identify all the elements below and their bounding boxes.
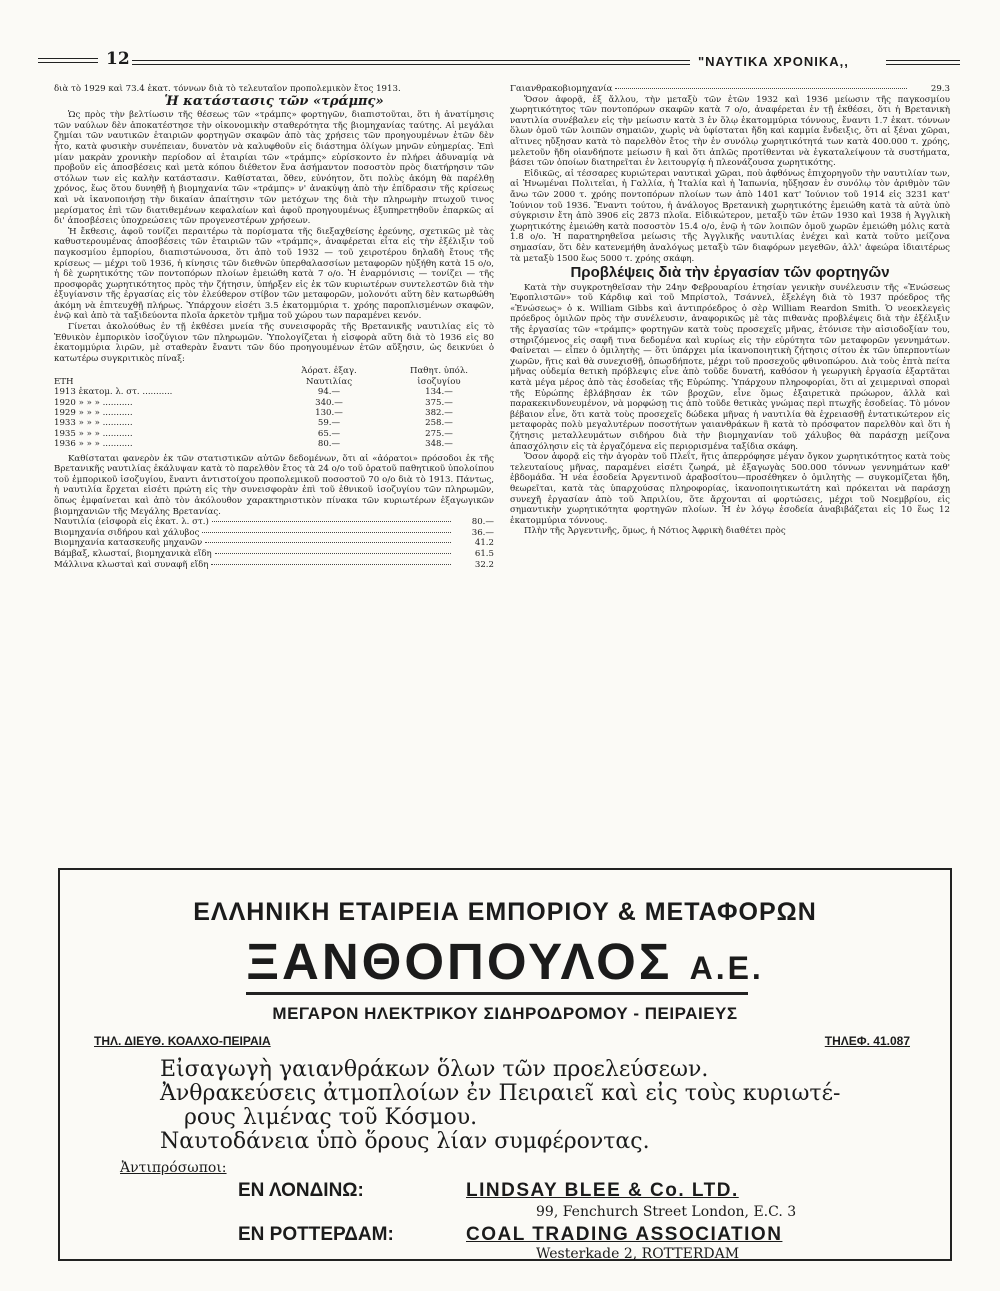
body-paragraph: Γίνεται ἀκολούθως ἐν τῇ ἐκθέσει μνεία τῆς συνεισφορᾶς τῆς Βρετανικῆς ναυτιλίας εἰς τὸ Ἐθνικὸν ἐμπορικὸν ἰσοζύγιον τῶν πληρωμῶν. Ὑπολογίζεται ἡ εἰσφορὰ αὕτη διὰ τὸ 1936 εἰς 80 ἑκατομμύρια λιρῶν, μὲ σταθερὰν ἔναντι τῶν δύο προηγουμένων ἐτῶν αὔξησιν, ὡς δεικνύει ὁ κατωτέρω συγκριτικὸς πίναξ: (54, 322, 494, 364)
left-column (54, 84, 494, 570)
magazine-title: "ΝΑΥΤΙΚΑ ΧΡΟΝΙΚΑ,, (698, 54, 849, 69)
body-paragraph: Καθίσταται φανερὸν ἐκ τῶν στατιστικῶν αὐτῶν δεδομένων, ὅτι αἱ «ἀόρατοι» πρόσοδοι ἐκ τῆς Βρετανικῆς ναυτιλίας ἐκάλυψαν κατὰ τὸ παρελθὸν ἔτος τὰ 24 ο/ο τοῦ ὁρατοῦ παθητικοῦ ὑπολοίπου τοῦ ἐμπορικοῦ ἰσοζυγίου, ἔναντι ἀντιστοίχου προπολεμικοῦ ποσοστοῦ 70 ο/ο διὰ τὸ 1913. Πάντως, ἡ ναυτιλία ἔρχεται εἰσέτι πρώτη εἰς τὴν συνεισφορὰν ἐπὶ τοῦ ἐθνικοῦ ἰσοζυγίου τῶν πληρωμῶν, ὅπως ἐμφαίνεται καὶ ἀπὸ τὸν ἀκόλουθον χαρακτηριστικὸν πίνακα τῶν κυριωτέρων ἐξαγωγικῶν βιομηχανιῶν τῆς Μεγάλης Βρετανίας. (54, 453, 494, 517)
industry-row: Βιομηχανία κατασκευῆς μηχανῶν 41.2 (54, 538, 494, 549)
ad-service: Ἀνθρακεύσεις ἀτμοπλοίων ἐν Πειραιεῖ καὶ εἰς τοὺς κυριωτέ- (160, 1081, 841, 1106)
industry-row: Ναυτιλία (εἰσφορὰ εἰς ἑκατ. λ. στ.) 80.— (54, 517, 494, 528)
ad-london-company: LINDSAY BLEE & Co. LTD. (466, 1180, 739, 1201)
table-header-row (54, 377, 494, 387)
table-header: Ἀόρατ. ἐξαγ. (301, 366, 357, 377)
body-paragraph: Εἰδικῶς, αἱ τέσσαρες κυριώτεραι ναυτικαὶ χῶραι, ποὺ ἀφθόνως ἐπιχορηγοῦν τὴν ναυτιλίαν των, αἱ Ἡνωμέναι Πολιτεῖαι, ἡ Γαλλία, ἡ Ἰταλία καὶ ἡ Ἰαπωνία, ηὔξησαν ἐν συνόλῳ τὸν ἀριθμὸν τῶν ἄνω τῶν 2000 τ. χρόης ποντοπόρων πλοίων των ἀπὸ 1401 κατ' Ἰούνιον τοῦ 1914 εἰς 3231 κατ' Ἰούνιον τοῦ 1936. Ἔναντι τούτου, ἡ ἀνάλογος Βρετανικὴ χωρητικότης ἐμειώθη κατὰ τὰ αὐτὰ ὑπὸ σύγκρισιν ἔτη ἀπὸ 3906 εἰς 2873 πλοῖα. Εἰδικώτερον, μεταξὺ τῶν ἐτῶν 1930 καὶ 1938 ἡ Ἀγγλικὴ χωρητικότης ἐμειώθη κατὰ ποσοστὸν 15.4 ο/ο, ἐνῷ ἡ τῶν λοιπῶν ὁμοῦ χωρῶν ἐμειώθη μόλις κατὰ 1.8 ο/ο. Ἡ παρατηρηθεῖσα μείωσις τῆς Ἀγγλικῆς ναυτιλίας ἐνέχει καὶ κατὰ τοῦτο μείζονα σημασίαν, ὅτι δὲν κατενεμήθη ἀναλόγως μεταξὺ τῶν διαφόρων μεγεθῶν, ἀλλ' ἀφεώρα ἰδιαιτέρως τὰ μεταξὺ 1500 ἕως 5000 τ. χρόης σκάφη. (510, 168, 950, 264)
industry-row: Γαιανθρακοβιομηχανία 29.3 (510, 84, 950, 94)
header-rule (132, 64, 690, 65)
page-header (38, 49, 960, 72)
ad-rotterdam-company: COAL TRADING ASSOCIATION (466, 1224, 783, 1245)
advertisement-box (58, 868, 952, 1261)
ad-representatives-label: Ἀντιπρόσωποι: (120, 1160, 227, 1176)
table-row: 1935 » » » ........... 65.— 275.— (54, 428, 453, 439)
table-row: 1936 » » » ........... 80.— 348.— (54, 439, 453, 450)
body-paragraph: Ἡ ἔκθεσις, ἀφοῦ τονίζει περαιτέρω τὰ πορίσματα τῆς διεξαχθείσης ἐρεύνης, σχετικῶς μὲ τὰς καθυστερουμένας ἀποσβέσεις τῶν ἑταιριῶν τῶν «τράμπς», ἀναφέρεται εἶτα εἰς τὴν ἐξέλιξιν τοῦ παγκοσμίου ἐμπορίου, διαπιστώνουσα, ὅτι ἀπὸ τοῦ 1932 — τοῦ χειροτέρου δηλαδὴ ἔτους τῆς κρίσεως — μέχρι τοῦ 1936, ἡ κίνησις τῶν διεθνῶν ὑπερθαλασσίων μεταφορῶν ηὐξήθη κατὰ 15 ο/ο, ἡ δὲ χωρητικότης τῶν ποντοπόρων πλοίων ἐμειώθη κατὰ 7 ο/ο. Ἡ ἐναρμόνισις — τονίζει — τῆς προσφορᾶς χωρητικότητος πρὸς τὴν ζήτησιν, ὑπήρξεν εἰς ἐκ τῶν κυριωτέρων συντελεστῶν διὰ τὴν ἐξυγίανσιν τῆς ἐργασίας εἰς τὸν ἐλεύθερον στίβον τῶν μεταφορῶν, μολονότι αὕτη δὲν κατωρθώθη ἀκόμη νὰ ἐπιτευχθῇ πλήρως. Ὑπάρχουν εἰσέτι 3.5 ἑκατομμύρια τ. χρόης παροπλισμένων σκαφῶν, ἐνῷ καὶ ἀπὸ τὰ ταξιδεύοντα πλοῖα ἀρκετὸν τμῆμα τοῦ χώρου των παραμένει κενόν. (54, 226, 494, 322)
ad-rotterdam-address: Westerkade 2, ROTTERDAM (536, 1246, 740, 1262)
table-row: 1929 » » » ........... 130.— 382.— (54, 408, 453, 419)
ad-rotterdam-label: ΕΝ ΡΟΤΤΕΡΔΑΜ: (238, 1224, 394, 1245)
table-header-row (54, 366, 494, 376)
ad-london-label: ΕΝ ΛΟΝΔΙΝΩ: (238, 1180, 364, 1201)
table-header: ἰσοζυγίου (417, 376, 461, 387)
body-paragraph: Ὡς πρὸς τὴν βελτίωσιν τῆς θέσεως τῶν «τράμπς» φορτηγῶν, διαπιστοῦται, ὅτι ἡ ἀνατίμησις τῶν ναύλων δὲν ἀποκατέστησε τὴν οἰκονομικὴν σταθερότητα τῆς βιομηχανίας ταύτης. Αἱ μεγάλαι ζημίαι τῶν ναυτικῶν ἑταιριῶν φορτηγῶν σκαφῶν ἀπὸ τὰς χρήσεις τῶν προηγουμένων ἐτῶν δὲν ἦτο, κατὰ φυσικὴν συνέπειαν, δυνατὸν νὰ καλυφθοῦν εἰς διάστημα ὀλίγων μηνῶν εὐημερίας. Ἐπὶ μίαν μακρὰν χρονικὴν περίοδον αἱ ἑταιρίαι τῶν «τράμπς» εὑρίσκοντο ἐν πλήρει ἀδυναμίᾳ νὰ προβοῦν εἰς ἀποσβέσεις καὶ μετὰ κόπου διέθετον ἕνα ἀσήμαντον ποσοστὸν πρὸς διατήρησιν τῶν στόλων των εἰς καλὴν κατάστασιν. Καθίσταται, ὅθεν, εὐνόητον, ὅτι πολὺς ἀκόμη θὰ παρέλθῃ χρόνος, ἕως ὅτου δυνηθῇ ἡ βιομηχανία τῶν «τράμπς» ν' ἀνακύψῃ ἀπὸ τὴν ἐπίδρασιν τῆς κρίσεως καὶ νὰ ἱκανοποιήσῃ τὴν δικαίαν ἀπαίτησιν τῶν μετόχων της διὰ τὴν πληρωμὴν πτωχοῦ τινος μερίσματος ἐπὶ τῶν διατιθεμένων κεφαλαίων καὶ ἀφοῦ προηγουμένως ἐξυπηρετηθοῦν ἐπαρκῶς αἱ δι' ἀποσβέσεις ὑποχρεώσεις τῶν προγενεστέρων χρήσεων. (54, 110, 494, 227)
body-paragraph: Ὅσον ἀφορᾷ, ἐξ ἄλλου, τὴν μεταξὺ τῶν ἐτῶν 1932 καὶ 1936 μείωσιν τῆς παγκοσμίου χωρητικότητος τῶν ποντοπόρων σκαφῶν κατὰ 7 ο/ο, ἀναφέρεται ἐν τῇ ἐκθέσει, ὅτι ἡ Βρετανικὴ ναυτιλία συνέβαλεν εἰς τὴν μείωσιν κατὰ 3 ἐν ὅλῳ ἑκατομμύρια τόννους, ἔναντι 1.7 ἑκατ. τόννων ὅλων ὁμοῦ τῶν λοιπῶν σημαιῶν, χωρὶς νὰ ὑφίσταται ἤδη καὶ καμμία ἔνδειξις, ὅτι αἱ ξέναι χῶραι, αἵτινες ηὔξησαν κατὰ τὸ παρελθὸν ἔτος τὴν ἐν συνόλῳ χωρητικότητά των κατὰ 400.000 τ. χρόης, μελετοῦν ἤδη οἱανδήποτε μείωσιν ἢ καὶ ὅτι ἁπλῶς προτίθενται νὰ ἐγκαταλείψουν τὰ συστήματα, βάσει τῶν ὁποίων διατηρεῖται ἐν λειτουργίᾳ ἡ πλεονάζουσα χωρητικότης. (510, 94, 950, 169)
page-number: 12 (106, 49, 130, 69)
table-header: Παθητ. ὑπόλ. (409, 366, 469, 377)
table-row: 1933 » » » ........... 59.— 258.— (54, 418, 453, 429)
comparison-table (54, 366, 494, 449)
industry-row: Βιομηχανία σιδήρου καὶ χάλυβος 36.— (54, 527, 494, 538)
table-row: 1920 » » » ........... 340.— 375.— (54, 397, 453, 408)
ad-telegraph-address: ΤΗΛ. ΔΙΕΥΘ. ΚΟΑΛΧΟ-ΠΕΙΡΑΙΑ (94, 1034, 271, 1048)
ad-company-description: ΕΛΛΗΝΙΚΗ ΕΤΑΙΡΕΙΑ ΕΜΠΟΡΙΟΥ & ΜΕΤΑΦΟΡΩΝ (193, 898, 817, 926)
ad-underline (246, 992, 748, 995)
ad-building: ΜΕΓΑΡΟΝ ΗΛΕΚΤΡΙΚΟΥ ΣΙΔΗΡΟΔΡΟΜΟΥ - ΠΕΙΡΑΙΕΥΣ (272, 1004, 738, 1023)
section-heading: Ἡ κατάστασις τῶν «τράμπς» (164, 93, 384, 109)
section-heading: Προβλέψεις διὰ τὴν ἐργασίαν τῶν φορτηγῶν (570, 264, 890, 282)
body-paragraph: Πλὴν τῆς Ἀργεντινῆς, ὅμως, ἡ Νότιος Ἀφρικὴ διαθέτει πρὸς (524, 526, 786, 537)
body-paragraph: Ὅσον ἀφορᾷ εἰς τὴν ἀγορὰν τοῦ Πλεΐτ, ἥτις ἀπερρόφησε μέγαν ὄγκον χωρητικότητος κατὰ τοὺς τελευταίους μῆνας, παραμένει εἰσέτι ζωηρά, μὲ ἐξαγωγὰς 500.000 τόννων γεννημάτων καθ' ἑβδομάδα. Ἡ νέα ἐσοδεία Ἀργεντινοῦ ἀραβοσίτου—προσέθηκεν ὁ ὁμιλητὴς — συγκομίζεται ἤδη, θεωρεῖται, κατὰ τὰς ὑπαρχούσας πληροφορίας, ἱκανοποιητικωτάτη καὶ πρόκειται νὰ παράσχῃ συνεχῆ ἐργασίαν ἀπὸ τοῦ Ἀπριλίου, ὅτε ἄρχονται αἱ φορτώσεις, μέχρι τοῦ Νοεμβρίου, εἰς σημαντικὴν χωρητικότητα φορτηγῶν πλοίων. Ἡ ἐν λόγῳ ἐσοδεία ἀναβιβάζεται εἰς 10 ἕως 12 ἑκατομμύρια τόννους. (510, 452, 950, 526)
right-column (510, 84, 950, 537)
table-row: 1913 ἑκατομ. λ. στ. ........... 94.— 134.— (54, 387, 453, 398)
intro-paragraph: διὰ τὸ 1929 καὶ 73.4 ἑκατ. τόννων διὰ τὸ τελευταῖον προπολεμικὸν ἔτος 1913. (54, 84, 401, 94)
ad-company-name: ΞΑΝΘΟΠΟΥΛΟΣ Α.Ε. (246, 933, 764, 990)
body-paragraph: Κατὰ τὴν συγκροτηθεῖσαν τὴν 24ην Φεβρουαρίου ἐτησίαν γενικὴν συνέλευσιν τῆς «Ἑνώσεως Ἐφοπλιστῶν» τοῦ Κάρδιφ καὶ τοῦ Μπρίστολ, Τσάννελ, ἐξελέγη διὰ τὸ 1937 πρόεδρος τῆς «Ἑνώσεως» ὁ κ. William Gibbs καὶ ἀντιπρόεδρος ὁ σὲρ William Reardon Smith. Ὁ νεοεκλεγεὶς πρόεδρος ὁμιλῶν πρὸς τὴν συνέλευσιν, ἀναφορικῶς μὲ τὰς πιθανὰς προβλέψεις διὰ τὴν ἐξέλιξιν τῆς ἐργασίας τῶν «τράμπς» φορτηγῶν κατὰ τοὺς προσεχεῖς μῆνας, ἐτόνισε τὴν αἰσιοδοξίαν του, στηριζόμενος εἰς σαφῆ τινα δεδομένα καὶ κυρίως εἰς τὴν εὐρύτητα τῶν μεταφορῶν γεννημάτων. Φαίνεται — εἶπεν ὁ ὁμιλητὴς — ὅτι ὑπάρχει μία ἱκανοποιητικὴ ζήτησις σίτου ἐκ τῶν ὑπερποντίων χωρῶν, ἥτις καὶ θὰ συνεχισθῇ, ὁπωσδήποτε, μέχρι τοῦ προσεχοῦς φθινοπώρου. Διὰ τοὺς ἑπτὰ πείτα μῆνας οὐδεμία θετικὴ πρόβλεψις εἶνε ἀπὸ τοῦδε δυνατή, καθόσον ἡ γεωργικὴ ἐργασία ἐξαρτᾶται κατὰ μέγα μέρος ἀπὸ τὰς ἐσοδείας τῆς Εὐρώπης. Ὑπάρχουν πληροφορίαι, ὅτι αἱ χειμεριναὶ σποραὶ τῆς Εὐρώπης ἐβλάβησαν ἐκ τῶν βροχῶν, εἶνε ὅμως ἐξαιρετικὰ πρώωρον, ἀλλὰ καὶ παρακεκινδυνευμένον, νὰ μορφώσῃ τις ἀπὸ τοῦδε θετικὰς γνώμας περὶ πτωχῆς ἐσοδείας. Τὸ μόνον βέβαιον εἶνε, ὅτι κατὰ τοὺς προσεχεῖς δώδεκα μῆνας ἡ ναυτιλία θὰ ἐχρειασθῇ ἐντατικώτερον εἰς μεταφορὰς πολὺ μεγαλυτέρων ποσοτήτων γαιανθράκων ἢ κατὰ τὸ πρόσφατον παρελθὸν καὶ ὅτι ἡ ζήτησις μεταλλευμάτων σιδήρου διὰ τὴν βιομηχανίαν τοῦ χάλυβος θὰ παράσχῃ μείζονα ἀπασχόλησιν εἰς τὰ ἐργαζόμενα εἰς περιορισμένα ταξίδια σκάφη. (510, 282, 950, 452)
header-rule (886, 60, 960, 61)
header-rule (38, 62, 98, 63)
header-rule (38, 58, 98, 59)
ad-company-suffix: Α.Ε. (689, 950, 764, 986)
ad-service: Εἰσαγωγὴ γαιανθράκων ὅλων τῶν προελεύσεων. (160, 1057, 709, 1082)
ad-london-address: 99, Fenchurch Street London, E.C. 3 (536, 1204, 797, 1220)
industry-row: Μάλλινα κλωσταὶ καὶ συναφῆ εἴδη 32.2 (54, 559, 494, 570)
header-rule (886, 64, 960, 65)
ad-service: ρους λιμένας τοῦ Κόσμου. (184, 1105, 478, 1130)
header-rule (132, 60, 690, 61)
table-header: Ναυτιλίας (305, 376, 353, 387)
industry-row: Βάμβαξ, κλωσταί, βιομηχανικὰ εἴδη 61.5 (54, 549, 494, 560)
ad-phone: ΤΗΛΕΦ. 41.087 (824, 1034, 910, 1048)
table-header: ΕΤΗ (54, 376, 74, 387)
ad-service: Ναυτοδάνεια ὑπὸ ὅρους λίαν συμφέροντας. (160, 1129, 650, 1154)
